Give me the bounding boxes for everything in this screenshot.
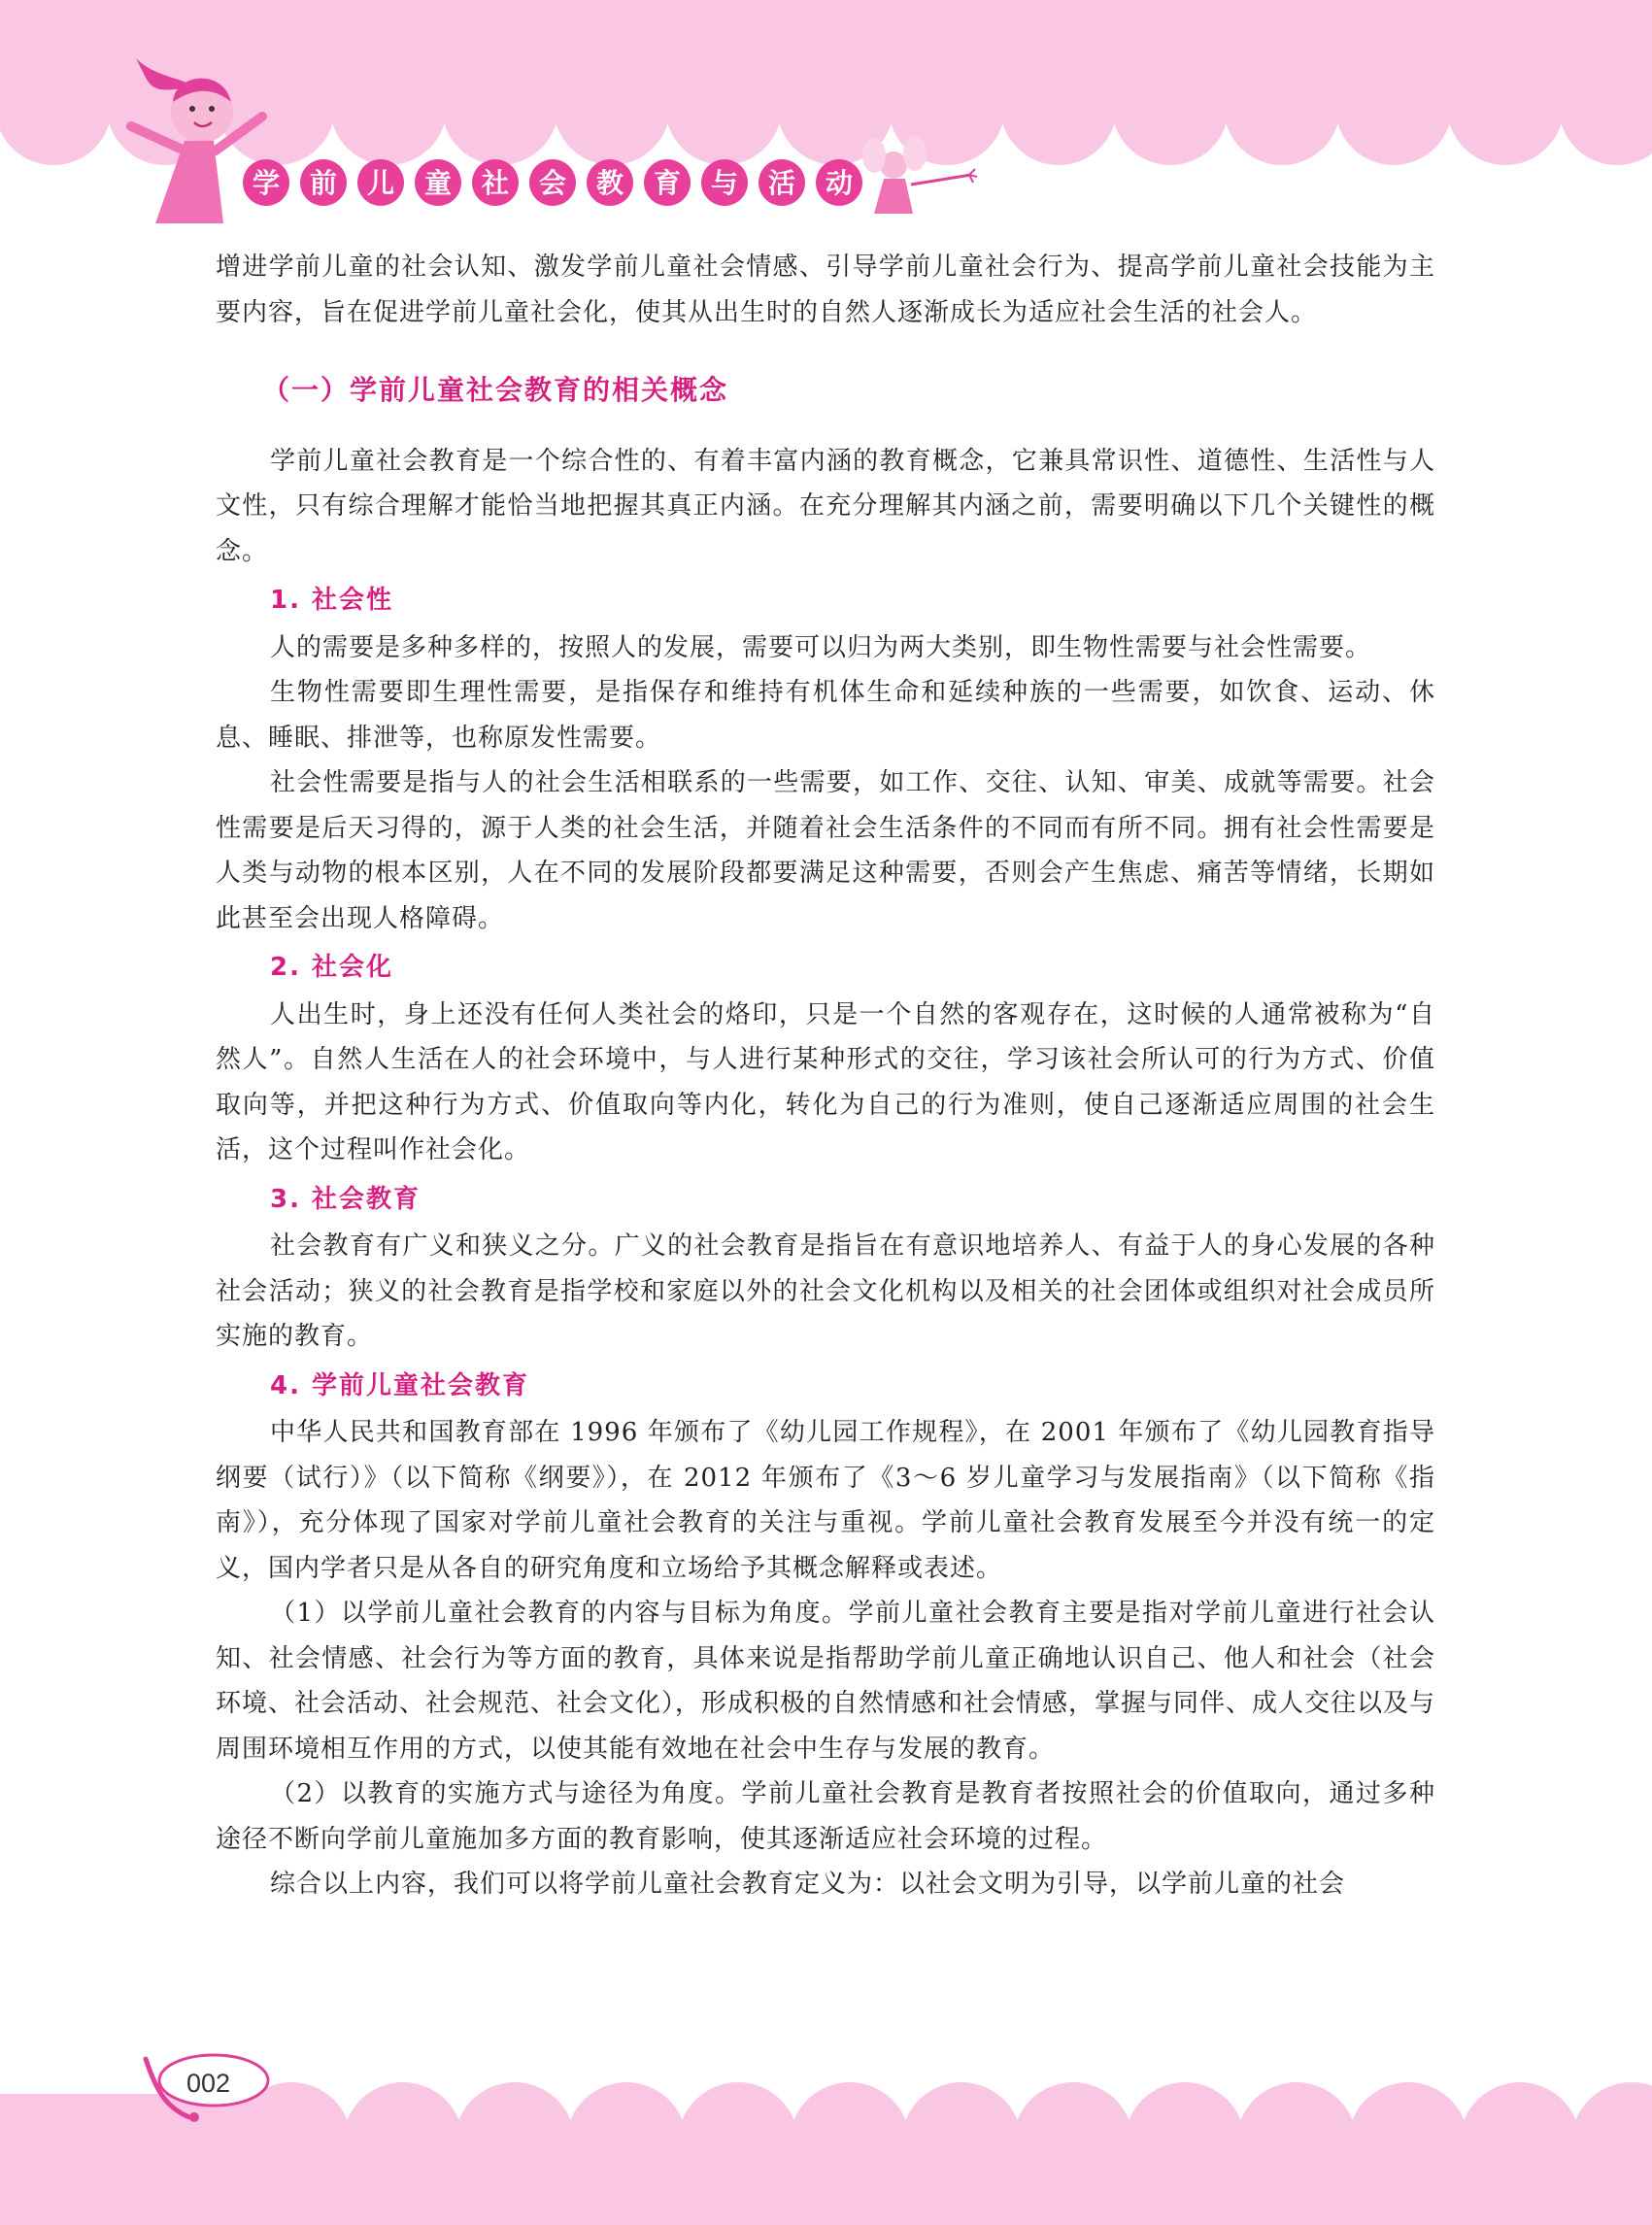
paragraph: （1）以学前儿童社会教育的内容与目标为角度。学前儿童社会教育主要是指对学前儿童进行社会认知、社会情感、社会行为等方面的教育，具体来说是指帮助学前儿童正确地认识自己、他人和社会（社会环境、社会活动、社会规范、社会文化），形成积极的自然情感和社会情感，掌握与同伴、成人交往以及与周围环境相互作用的方式，以使其能有效地在社会中生存与发展的教育。 (216, 1599, 1436, 1764)
svg-text:学: 学 (252, 167, 281, 199)
subsection-heading-social-education: 3. 社会教育 (270, 1184, 421, 1214)
svg-text:活: 活 (767, 167, 796, 199)
svg-text:动: 动 (825, 167, 854, 199)
paragraph: 人的需要是多种多样的，按照人的发展，需要可以归为两大类别，即生物性需要与社会性需要。 (270, 632, 1372, 662)
paragraph: 中华人民共和国教育部在 1996 年颁布了《幼儿园工作规程》，在 2001 年颁布了《幼儿园教育指导纲要（试行）》（以下简称《纲要》），在 2012 年颁布了《3～6 岁儿童学习与发展指南》（以下简称《指南》），充分体现了国家对学前儿童社会教育的关注与重视。学前儿童社会教育发展至今并没有统一的定义，国内学者只是从各自的研究角度和立场给予其概念解释或表述。 (216, 1418, 1435, 1583)
subsection-heading-preschool-social-education: 4. 学前儿童社会教育 (270, 1370, 530, 1400)
intro-paragraph: 增进学前儿童的社会认知、激发学前儿童社会情感、引导学前儿童社会行为、提高学前儿童社会技能为主要内容，旨在促进学前儿童社会化，使其从出生时的自然人逐渐成长为适应社会生活的社会人。 (216, 253, 1435, 327)
svg-text:与: 与 (710, 167, 739, 199)
svg-text:童: 童 (423, 167, 453, 199)
fairy-illustration-icon (855, 136, 981, 223)
paragraph: （2）以教育的实施方式与途径为角度。学前儿童社会教育是教育者按照社会的价值取向，通过多种途径不断向学前儿童施加多方面的教育影响，使其逐渐适应社会环境的过程。 (216, 1779, 1435, 1854)
body-content (216, 245, 1435, 1907)
subsection-heading-socialization: 2. 社会化 (270, 953, 394, 982)
subsection-heading-sociality: 1. 社会性 (270, 586, 394, 615)
svg-text:育: 育 (653, 167, 682, 199)
page-number: 002 (186, 2069, 231, 2098)
book-title-banner (241, 157, 862, 208)
svg-text:儿: 儿 (366, 167, 395, 199)
svg-text:教: 教 (595, 167, 624, 199)
paragraph: 人出生时，身上还没有任何人类社会的烙印，只是一个自然的客观存在，这时候的人通常被称为“自然人”。自然人生活在人的社会环境中，与人进行某种形式的交往，学习该社会所认可的行为方式、价值取向等，并把这种行为方式、价值取向等内化，转化为自己的行为准则，使自己逐渐适应周围的社会生活，这个过程叫作社会化。 (216, 999, 1435, 1164)
paragraph: 社会性需要是指与人的社会生活相联系的一些需要，如工作、交往、认知、审美、成就等需要。社会性需要是后天习得的，源于人类的社会生活，并随着社会生活条件的不同而有所不同。拥有社会性需要是人类与动物的根本区别，人在不同的发展阶段都要满足这种需要，否则会产生焦虑、痛苦等情绪，长期如此甚至会出现人格障碍。 (216, 768, 1435, 933)
svg-text:前: 前 (309, 167, 338, 199)
paragraph: 综合以上内容，我们可以将学前儿童社会教育定义为：以社会文明为引导，以学前儿童的社会 (270, 1870, 1346, 1899)
section-intro-paragraph: 学前儿童社会教育是一个综合性的、有着丰富内涵的教育概念，它兼具常识性、道德性、生活性与人文性，只有综合理解才能恰当地把握其真正内涵。在充分理解其内涵之前，需要明确以下几个关键性的概念。 (216, 446, 1435, 566)
paragraph: 生物性需要即生理性需要，是指保存和维持有机体生命和延续种族的一些需要，如饮食、运动、休息、睡眠、排泄等，也称原发性需要。 (216, 678, 1435, 753)
section-heading: （一）学前儿童社会教育的相关概念 (262, 374, 729, 406)
paragraph: 社会教育有广义和狭义之分。广义的社会教育是指旨在有意识地培养人、有益于人的身心发展的各种社会活动；狭义的社会教育是指学校和家庭以外的社会文化机构以及相关的社会团体或组织对社会成员所实施的教育。 (216, 1231, 1435, 1351)
svg-text:社: 社 (481, 167, 510, 199)
svg-text:会: 会 (538, 167, 567, 199)
